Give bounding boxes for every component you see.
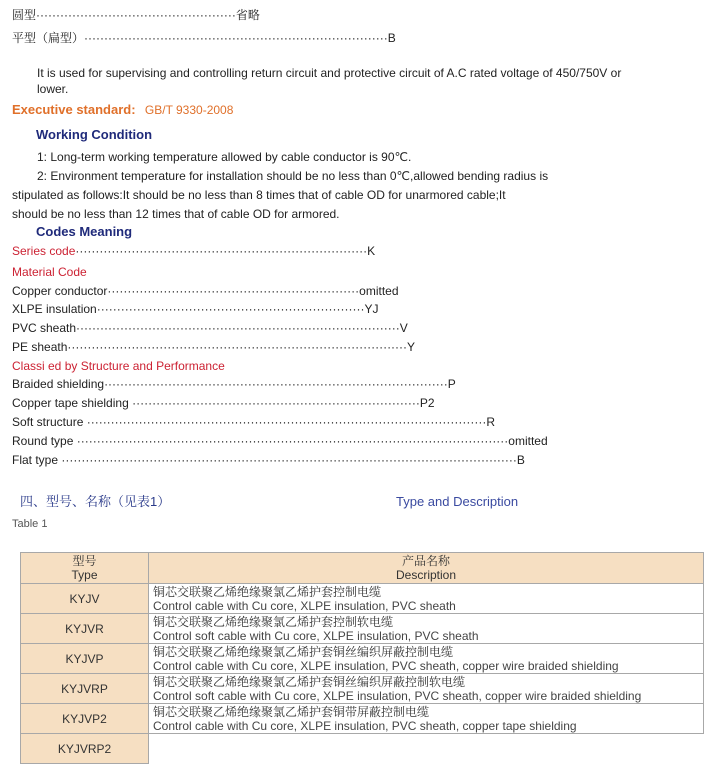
type-line-value: B xyxy=(387,31,396,45)
leader-dots: ·················································································································· xyxy=(61,453,517,467)
description-cn: 铜芯交联聚乙烯绝缘聚氯乙烯护套铜丝编织屏蔽控制电缆 xyxy=(153,644,454,659)
leader-dots: ········································································ xyxy=(132,396,420,410)
leader-dots: ············································································································ xyxy=(76,434,509,448)
series-code-value: K xyxy=(367,244,376,258)
description-cell xyxy=(149,584,704,614)
type-header-cn: 型号 xyxy=(72,554,97,568)
description-en: Control cable with Cu core, XLPE insulation, PVC sheath xyxy=(153,598,456,613)
series-code-line xyxy=(12,244,375,259)
description-cn: 铜芯交联聚乙烯绝缘聚氯乙烯护套铜丝编织屏蔽控制软电缆 xyxy=(153,674,466,689)
leader-dots: ·················································· xyxy=(36,8,236,22)
material-code-heading: Material Code xyxy=(12,265,87,279)
material-code-line xyxy=(12,321,408,336)
code-label: PVC sheath xyxy=(12,321,77,335)
model-cell: KYJVRP2 xyxy=(21,734,149,764)
description-header-cn: 产品名称 xyxy=(401,554,450,568)
type-description-table xyxy=(20,552,704,764)
code-label: XLPE insulation xyxy=(12,302,97,316)
description-en: Control cable with Cu core, XLPE insulation, PVC sheath, copper tape shielding xyxy=(153,718,577,733)
table-row xyxy=(21,674,704,704)
working-item-2: 2: Environment temperature for installation should be no less than 0℃,allowed bending radius is xyxy=(37,169,549,183)
code-label: Copper tape shielding xyxy=(12,396,133,410)
description-header-en: Description xyxy=(395,568,457,582)
code-label: PE sheath xyxy=(12,340,68,354)
model-cell: KYJV xyxy=(21,584,149,614)
model-cell: KYJVP2 xyxy=(21,704,149,734)
leader-dots: ······························································· xyxy=(107,284,360,298)
leader-dots: ··································································· xyxy=(96,302,365,316)
leader-dots: ········································································· xyxy=(75,244,368,258)
usage-text-cont: lower. xyxy=(37,82,69,96)
material-code-line xyxy=(12,284,399,299)
table-row xyxy=(21,614,704,644)
model-cell: KYJVR xyxy=(21,614,149,644)
executive-standard xyxy=(12,102,233,118)
code-value: YJ xyxy=(364,302,379,316)
model-cell: KYJVRP xyxy=(21,674,149,704)
code-value: P2 xyxy=(419,396,435,410)
material-code-line xyxy=(12,340,415,355)
description-cn: 铜芯交联聚乙烯绝缘聚氯乙烯护套铜带屏蔽控制电缆 xyxy=(153,704,430,719)
series-code-label: Series code xyxy=(12,244,76,258)
type-line-flat xyxy=(12,31,396,46)
code-value: R xyxy=(486,415,495,429)
description-en: Control soft cable with Cu core, XLPE insulation, PVC sheath xyxy=(153,628,479,643)
type-line-value: 省略 xyxy=(235,8,260,22)
description-column-header xyxy=(149,553,704,584)
classified-code-line xyxy=(12,415,495,430)
type-line-label: 圆型 xyxy=(12,8,37,22)
type-column-header xyxy=(21,553,149,584)
executive-standard-label: Executive standard: xyxy=(12,102,136,117)
description-cell xyxy=(149,704,704,734)
executive-standard-value: GB/T 9330-2008 xyxy=(144,103,234,117)
model-cell: KYJVP xyxy=(21,644,149,674)
classified-code-line xyxy=(12,377,456,392)
leader-dots: ······················································································ xyxy=(104,377,448,391)
material-code-line xyxy=(12,302,379,317)
type-line-round xyxy=(12,8,260,23)
classified-heading: Classi ed by Structure and Performance xyxy=(12,359,225,373)
code-value: B xyxy=(516,453,525,467)
working-item-1: 1: Long-term working temperature allowed by cable conductor is 90℃. xyxy=(37,150,412,164)
working-item-2-cont: should be no less than 12 times that of cable OD for armored. xyxy=(12,207,340,221)
leader-dots: ················································································· xyxy=(76,321,400,335)
usage-text: It is used for supervising and controlling return circuit and protective circuit of A.C rated voltage of 450/750V or xyxy=(37,66,622,80)
type-header-en: Type xyxy=(71,568,98,582)
table-row xyxy=(21,584,704,614)
code-value: P xyxy=(447,377,456,391)
leader-dots: ····················································································· xyxy=(67,340,408,354)
working-item-2-cont: stipulated as follows:It should be no less than 8 times that of cable OD for unarmored cable;It xyxy=(12,188,506,202)
type-line-label: 平型（扁型） xyxy=(12,31,79,45)
description-en: Control soft cable with Cu core, XLPE insulation, PVC sheath, copper wire braided shielding xyxy=(153,688,642,703)
working-condition-heading: Working Condition xyxy=(36,127,153,142)
table-heading-cn: 四、型号、名称（见表1） xyxy=(20,494,171,509)
classified-code-line xyxy=(12,453,525,468)
description-cn: 铜芯交联聚乙烯绝缘聚氯乙烯护套控制软电缆 xyxy=(153,614,394,629)
leader-dots: ············································································ xyxy=(84,31,388,45)
description-cn: 铜芯交联聚乙烯绝缘聚氯乙烯护套控制电缆 xyxy=(153,584,382,599)
code-label: Soft structure xyxy=(12,415,87,429)
table-label: Table 1 xyxy=(12,518,48,530)
code-label: Copper conductor xyxy=(12,284,108,298)
description-en: Control cable with Cu core, XLPE insulation, PVC sheath, copper wire braided shielding xyxy=(153,658,619,673)
codes-meaning-heading: Codes Meaning xyxy=(36,224,133,239)
classified-code-line xyxy=(12,434,548,449)
table-heading-en: Type and Description xyxy=(396,494,519,509)
description-cell xyxy=(149,614,704,644)
code-label: Round type xyxy=(12,434,77,448)
table-row xyxy=(21,734,704,764)
table-row xyxy=(21,644,704,674)
code-value: V xyxy=(399,321,408,335)
code-label: Braided shielding xyxy=(12,377,105,391)
table-row xyxy=(21,704,704,734)
code-value: omitted xyxy=(359,284,399,298)
description-cell xyxy=(149,734,704,764)
code-value: omitted xyxy=(508,434,548,448)
table-header-row xyxy=(21,553,704,584)
code-label: Flat type xyxy=(12,453,62,467)
classified-code-line xyxy=(12,396,435,411)
description-cell xyxy=(149,644,704,674)
leader-dots: ···································································································· xyxy=(86,415,487,429)
code-value: Y xyxy=(407,340,416,354)
description-cell xyxy=(149,674,704,704)
